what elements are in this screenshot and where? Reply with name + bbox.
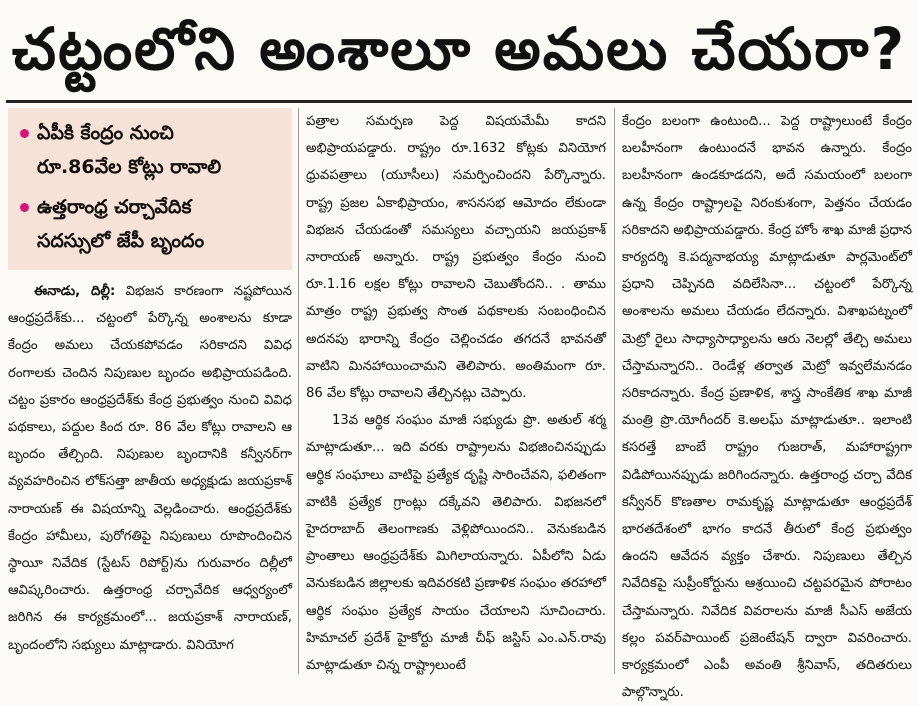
highlight-box xyxy=(8,108,292,270)
paragraph xyxy=(8,278,292,659)
highlight-item xyxy=(20,190,286,258)
headline-rule xyxy=(6,100,912,103)
article-column-2 xyxy=(306,108,606,679)
dateline: ఈనాడు, దిల్లీ: xyxy=(34,284,116,299)
highlight-line: సదస్సులో జేపీ బృందం xyxy=(37,230,205,252)
paragraph: పత్రాల సమర్పణ పెద్ద విషయమేమీ కాదని అభిప్రాయపడ్డారు. రాష్ట్రం రూ.1632 కోట్లకు వినియోగ ధ్రువపత్రాలు (యూసీలు) సమర్పించిందని పేర్కొన్నారు. రాష్ట్ర ప్రజల ఏకాభిప్రాయం, శాసనసభ ఆమోదం లేకుండా విభజన చేయడంతో సమస్యలు వచ్చాయని జయప్రకాశ్ నారాయణ్ అన్నారు. రాష్ట్ర ప్రభుత్వం కేంద్రం నుంచి రూ.1.16 లక్షల కోట్లు రావాలని చెబుతోందని.. . తాము మాత్రం రాష్ట్ర ప్రభుత్వ సొంత పథకాలకు సంబంధించిన అదనపు భారాన్ని కేంద్రం చెల్లించడం తగదనే భావనతో వాటిని మినహాయించామని తెలిపారు. అంతిమంగా రూ. 86 వేల కోట్లు రావాలని తేల్చినట్లు చెప్పారు. xyxy=(306,114,606,402)
paragraph: 13వ ఆర్థిక సంఘం మాజీ సభ్యుడు ప్రొ. అతుల్ శర్మ మాట్లాడుతూ... ఇది వరకు రాష్ట్రాలను విభజించినప్పుడు ఆర్థిక సంఘాలు వాటిపై ప్రత్యేక దృష్టి సారించేవని, ఫలితంగా వాటికి ప్రత్యేక గ్రాంట్లు దక్కేవని తెలిపారు. విభజనలో హైదరాబాద్ తెలంగాణకు వెళ్లిపోయిందని.. వెనుకబడిన ప్రాంతాలు ఆంధ్రప్రదేశ్‌కు మిగిలాయన్నారు. ఏపీలోని ఏడు వెనుకబడిన జిల్లాలకు ఇదివరకటి ప్రణాళిక సంఘం తరహాలో ఆర్థిక సంఘం ప్రత్యేక సాయం చేయాలని సూచించారు. హిమాచల్ ప్రదేశ్ హైకోర్టు మాజీ చీఫ్ జస్టిస్ ఎం.ఎన్.రావు మాట్లాడుతూ చిన్న రాష్ట్రాలుంటే xyxy=(306,413,606,674)
paragraph: కేంద్రం బలంగా ఉంటుంది... పెద్ద రాష్ట్రాలుంటే కేంద్రం బలహీనంగా ఉంటుందనే భావన ఉన్నారు. కేంద్రం బలహీనంగా ఉండకూడదని, అదే సమయంలో బలంగా ఉన్న కేంద్రం రాష్ట్రాలపై నిరంకుశంగా, పెత్తనం చేయడం సరికాదని అభిప్రాయపడ్డారు. కేంద్ర హోం శాఖ మాజీ ప్రధాన కార్యదర్శి కె.పద్మనాభయ్య మాట్లాడుతూ పార్లమెంట్‌లో ప్రధాని చెప్పినది వదిలేసినా... చట్టంలో పేర్కొన్న అంశాలను అమలు చేయడం లేదన్నారు. విశాఖపట్నంలో మెట్రో రైలు సాధ్యాసాధ్యాలను ఆరు నెలల్లో తేల్చి అమలు చేస్తామన్నారని.. రెండేళ్ల తర్వాత మెట్రో ఇవ్వలేమనడం సరికాదన్నారు. కేంద్ర ప్రణాళిక, శాస్త్ర సాంకేతిక శాఖ మాజీ మంత్రి ప్రొ.యోగీందర్ కె.అలఘ్ మాట్లాడుతూ.. ఇలాంటి కసరత్తే బాంబే రాష్ట్రం గుజరాత్, మహారాష్ట్రగా విడిపోయినప్పుడు జరిగిందన్నారు. ఉత్తరాంధ్ర చర్చా వేదిక కన్వీనర్ కొణతాల రామకృష్ణ మాట్లాడుతూ ఆంధ్రప్రదేశ్ భారతదేశంలో భాగం కాదనే తీరులో కేంద్ర ప్రభుత్వం ఉందని ఆవేదన వ్యక్తం చేశారు. నిపుణులు తేల్చిన నివేదికపై సుప్రీంకోర్టును ఆశ్రయించి చట్టపరమైన పోరాటం చేస్తామన్నారు. నివేదిక వివరాలను మాజీ సీఎస్ అజేయ కల్లం పవర్‌పాయింట్ ప్రజెంటేషన్ ద్వారా వివరించారు. కార్యక్రమంలో ఎంపీ అవంతి శ్రీనివాస్, తదితరులు పాల్గొన్నారు. xyxy=(622,114,912,701)
highlight-text xyxy=(37,190,204,258)
highlight-item xyxy=(20,116,286,184)
highlight-line: రూ.86వేల కోట్లు రావాలి xyxy=(37,156,222,178)
bullet-icon xyxy=(20,203,29,212)
column-divider xyxy=(614,108,615,674)
paragraph-text: విభజన కారణంగా నష్టపోయిన ఆంధ్రప్రదేశ్‌కు... చట్టంలో పేర్కొన్న అంశాలను కూడా కేంద్రం అమలు చేయకపోవడం సరికాదని వివిధ రంగాలకు చెందిన నిపుణుల బృందం అభిప్రాయపడింది. చట్టం ప్రకారం ఆంధ్రప్రదేశ్‌కు కేంద్ర ప్రభుత్వం నుంచి వివిధ పథకాలు, పద్దుల కింద రూ. 86 వేల కోట్లు రావాలని ఆ బృందం తేల్చింది. నిపుణుల బృందానికి కన్వీనర్‌గా వ్యవహరించిన లోక్‌సత్తా జాతీయ అధ్యక్షుడు జయప్రకాశ్ నారాయణ్ ఈ విషయాన్ని వెల్లడించారు. ఆంధ్రప్రదేశ్‌కు కేంద్రం హామీలు, పురోగతిపై నిపుణులు రూపొందించిన స్థాయీ నివేదిక (స్టేటస్ రిపోర్ట్)ను గురువారం దిల్లీలో ఆవిష్కరించారు. ఉత్తరాంధ్ర చర్చావేదిక ఆధ్వర్యంలో జరిగిన ఈ కార్యక్రమంలో... జయప్రకాశ్ నారాయణ్, బృందంలోని సభ్యులు మాట్లాడారు. వినియోగ xyxy=(8,284,292,653)
article-column-1 xyxy=(8,278,292,659)
column-divider xyxy=(298,108,299,674)
highlight-line: ఏపీకి కేంద్రం నుంచి xyxy=(37,122,174,144)
highlight-line: ఉత్తరాంధ్ర చర్చావేదిక xyxy=(37,196,192,218)
highlight-text xyxy=(37,116,221,184)
article-column-3 xyxy=(622,108,912,706)
bullet-icon xyxy=(20,129,29,138)
headline: చట్టంలోని అంశాలూ అమలు చేయరా? xyxy=(11,15,907,83)
